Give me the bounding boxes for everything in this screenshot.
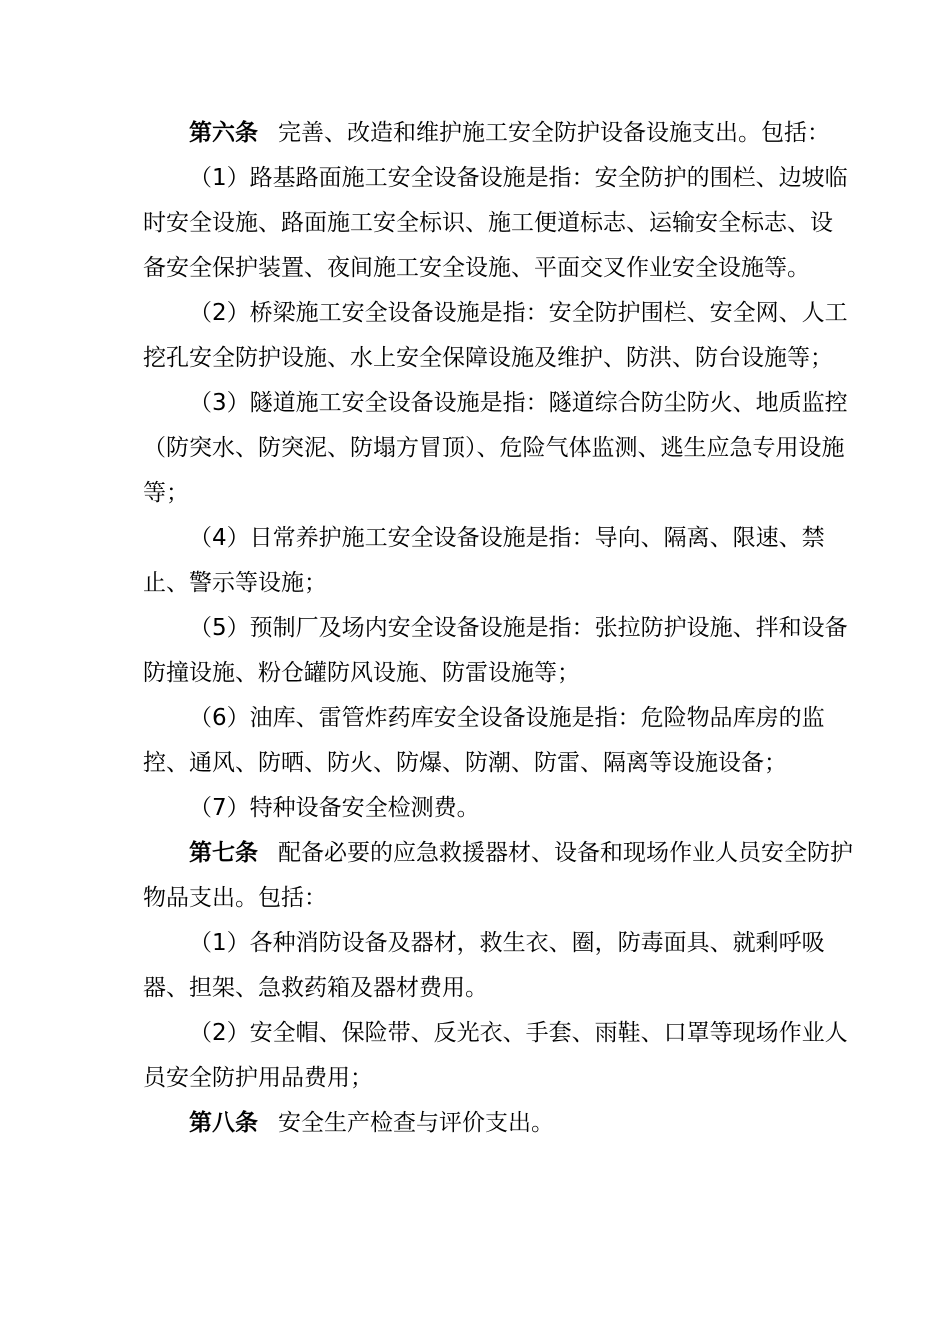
article-6-item-1: （1）路基路面施工安全设备设施是指：安全防护的围栏、边坡临时安全设施、路面施工安全标识、施工便道标志、运输安全标志、设备安全保护装置、夜间施工安全设施、平面交叉作业安全设施等。 (143, 165, 848, 281)
article-title: 完善、改造和维护施工安全防护设备设施支出。包括： (278, 120, 830, 146)
document-page (143, 111, 853, 1146)
article-title: 安全生产检查与评价支出。 (278, 1110, 554, 1136)
article-7-item-2: （2）安全帽、保险带、反光衣、手套、雨鞋、口罩等现场作业人员安全防护用品费用； (143, 1020, 848, 1091)
article-6-item-3: （3）隧道施工安全设备设施是指：隧道综合防尘防火、地质监控（防突水、防突泥、防塌方冒顶）、危险气体监测、逃生应急专用设施等； (143, 390, 848, 506)
article-number: 第六条 (189, 120, 258, 146)
article-6-item-7: （7）特种设备安全检测费。 (189, 795, 480, 821)
article-6-item-2: （2）桥梁施工安全设备设施是指：安全防护围栏、安全网、人工挖孔安全防护设施、水上安全保障设施及维护、防洪、防台设施等； (143, 300, 848, 371)
article-8-heading (143, 1101, 853, 1146)
article-6-item-5: （5）预制厂及场内安全设备设施是指：张拉防护设施、拌和设备防撞设施、粉仓罐防风设施、防雷设施等； (143, 615, 848, 686)
article-number: 第八条 (189, 1110, 258, 1136)
article-6-item-4: （4）日常养护施工安全设备设施是指：导向、隔离、限速、禁止、警示等设施； (143, 525, 825, 596)
article-7-heading (143, 831, 853, 921)
article-6-heading (143, 111, 853, 156)
article-number: 第七条 (189, 840, 258, 866)
article-6-item-6: （6）油库、雷管炸药库安全设备设施是指：危险物品库房的监控、通风、防晒、防火、防爆、防潮、防雷、隔离等设施设备； (143, 705, 825, 776)
article-title: 配备必要的应急救援器材、设备和现场作业人员安全防护物品支出。包括： (143, 840, 853, 911)
article-7-item-1: （1）各种消防设备及器材，救生衣、圈，防毒面具、就剩呼吸器、担架、急救药箱及器材费用。 (143, 930, 825, 1001)
